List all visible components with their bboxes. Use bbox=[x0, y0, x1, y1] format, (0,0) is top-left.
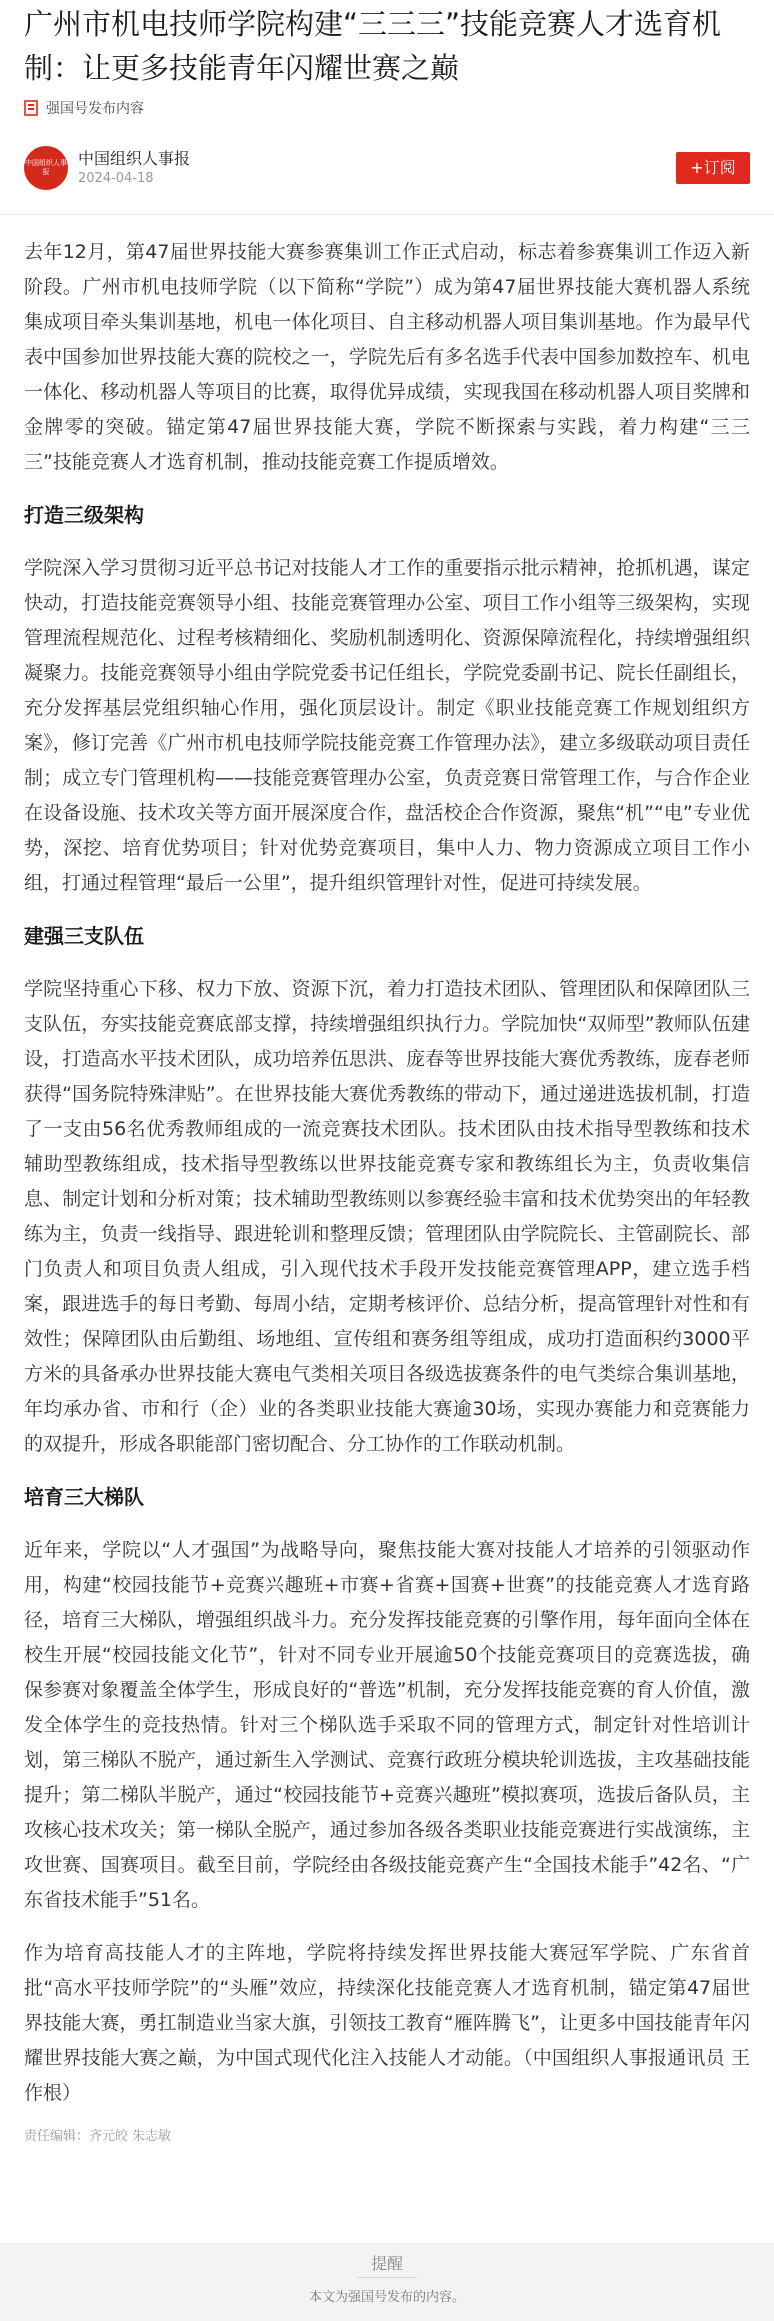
article-body bbox=[0, 235, 774, 2111]
section-heading: 培育三大梯队 bbox=[24, 1485, 144, 1509]
section-heading: 打造三级架构 bbox=[24, 503, 144, 527]
author-row bbox=[24, 134, 750, 202]
author-meta bbox=[78, 148, 190, 188]
notice-divider bbox=[357, 2277, 417, 2278]
article-paragraph: 去年12月，第47届世界技能大赛参赛集训工作正式启动，标志着参赛集训工作迈入新阶段。广州市机电技师学院（以下简称“学院”）成为第47届世界技能大赛机器人系统集成项目牵头集训基地，机电一体化项目、自主移动机器人项目集训基地。作为最早代表中国参加世界技能大赛的院校之一，学院先后有多名选手代表中国参加数控车、机电一体化、移动机器人等项目的比赛，取得优异成绩，实现我国在移动机器人项目奖牌和金牌零的突破。锚定第47届世界技能大赛，学院不断探索与实践，着力构建“三三三”技能竞赛人才选育机制，推动技能竞赛工作提质增效。 bbox=[24, 241, 750, 473]
divider bbox=[0, 214, 774, 215]
article-paragraph: 学院深入学习贯彻习近平总书记对技能人才工作的重要指示批示精神，抢抓机遇，谋定快动，打造技能竞赛领导小组、技能竞赛管理办公室、项目工作小组等三级架构，实现管理流程规范化、过程考核精细化、奖励机制透明化、资源保障流程化，持续增强组织凝聚力。技能竞赛领导小组由学院党委书记任组长，学院党委副书记、院长任副组长，充分发挥基层党组织轴心作用，强化顶层设计。制定《职业技能竞赛工作规划组织方案》，修订完善《广州市机电技师学院技能竞赛工作管理办法》，建立多级联动项目责任制；成立专门管理机构——技能竞赛管理办公室，负责竞赛日常管理工作，与合作企业在设备设施、技术攻关等方面开展深度合作，盘活校企合作资源，聚焦“机”“电”专业优势，深挖、培育优势项目；针对优势竞赛项目，集中人力、物力资源成立项目工作小组，打通过程管理“最后一公里”，提升组织管理针对性，促进可持续发展。 bbox=[24, 557, 750, 894]
notice-title: 提醒 bbox=[370, 2254, 403, 2273]
editor-line: 责任编辑：齐元皎 朱志敏 bbox=[24, 2129, 172, 2144]
bookmark-icon bbox=[24, 100, 38, 116]
notice-box bbox=[0, 2243, 774, 2321]
article-paragraph: 近年来，学院以“人才强国”为战略导向，聚焦技能大赛对技能人才培养的引领驱动作用，构建“校园技能节+竞赛兴趣班+市赛+省赛+国赛+世赛”的技能竞赛人才选育路径，培育三大梯队，增强组织战斗力。充分发挥技能竞赛的引擎作用，每年面向全体在校生开展“校园技能文化节”，针对不同专业开展逾50个技能竞赛项目的竞赛选拔，确保参赛对象覆盖全体学生，形成良好的“普选”机制，充分发挥技能竞赛的育人价值，激发全体学生的竞技热情。针对三个梯队选手采取不同的管理方式，制定针对性培训计划，第三梯队不脱产，通过新生入学测试、竞赛行政班分模块轮训选拔，主攻基础技能提升；第二梯队半脱产，通过“校园技能节+竞赛兴趣班”模拟赛项，选拔后备队员，主攻核心技术攻关；第一梯队全脱产，通过参加各级各类职业技能竞赛进行实战演练，主攻世赛、国赛项目。截至目前，学院经由各级技能竞赛产生“全国技术能手”42名、“广东省技术能手”51名。 bbox=[24, 1539, 750, 1911]
avatar[interactable] bbox=[24, 146, 68, 190]
article-paragraph: 作为培育高技能人才的主阵地，学院将持续发挥世界技能大赛冠军学院、广东省首批“高水平技师学院”的“头雁”效应，持续深化技能竞赛人才选育机制，锚定第47届世界技能大赛，勇扛制造业当家大旗，引领技工教育“雁阵腾飞”，让更多中国技能青年闪耀世界技能大赛之巅，为中国式现代化注入技能人才动能。（中国组织人事报通讯员 王作根） bbox=[24, 1942, 750, 2104]
subscribe-button[interactable]: +订阅 bbox=[676, 152, 750, 184]
source-row bbox=[24, 90, 750, 126]
section-heading: 建强三支队伍 bbox=[24, 924, 144, 948]
publish-date: 2024-04-18 bbox=[78, 171, 154, 186]
author-name[interactable]: 中国组织人事报 bbox=[78, 149, 191, 168]
article-paragraph: 学院坚持重心下移、权力下放、资源下沉，着力打造技术团队、管理团队和保障团队三支队伍，夯实技能竞赛底部支撑，持续增强组织执行力。学院加快“双师型”教师队伍建设，打造高水平技术团队，成功培养伍思洪、庞春等世界技能大赛优秀教练，庞春老师获得“国务院特殊津贴”。在世界技能大赛优秀教练的带动下，通过递进选拔机制，打造了一支由56名优秀教师组成的一流竞赛技术团队。技术团队由技术指导型教练和技术辅助型教练组成，技术指导型教练以世界技能竞赛专家和教练组长为主，负责收集信息、制定计划和分析对策；技术辅助型教练则以参赛经验丰富和技术优势突出的年轻教练为主，负责一线指导、跟进轮训和整理反馈；管理团队由学院院长、主管副院长、部门负责人和项目负责人组成，引入现代技术手段开发技能竞赛管理APP，建立选手档案，跟进选手的每日考勤、每周小结，定期考核评价、总结分析，提高管理针对性和有效性；保障团队由后勤组、场地组、宣传组和赛务组等组成，成功打造面积约3000平方米的具备承办世界技能大赛电气类相关项目各级选拔赛条件的电气类综合集训基地，年均承办省、市和行（企）业的各类职业技能大赛逾30场，实现办赛能力和竞赛能力的双提升，形成各职能部门密切配合、分工协作的工作联动机制。 bbox=[24, 978, 750, 1455]
source-label: 强国号发布内容 bbox=[46, 101, 144, 117]
notice-text: 本文为强国号发布的内容。 bbox=[308, 2290, 465, 2305]
avatar-logo-text: 中国组织人事报 bbox=[25, 159, 67, 176]
article-title: 广州市机电技师学院构建“三三三”技能竞赛人才选育机制：让更多技能青年闪耀世赛之巅 bbox=[24, 7, 722, 85]
